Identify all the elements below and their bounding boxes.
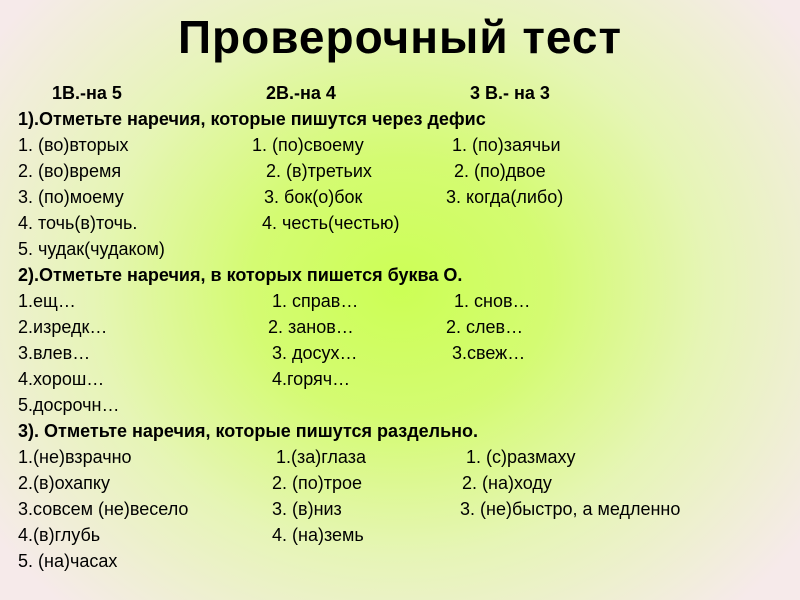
page-title: Проверочный тест: [177, 11, 622, 63]
variant-3-label: 3 В.- на 3: [470, 83, 550, 103]
variant-2-label: 2В.-на 4: [266, 83, 336, 103]
variant-1-label: 1В.-на 5: [52, 83, 122, 103]
